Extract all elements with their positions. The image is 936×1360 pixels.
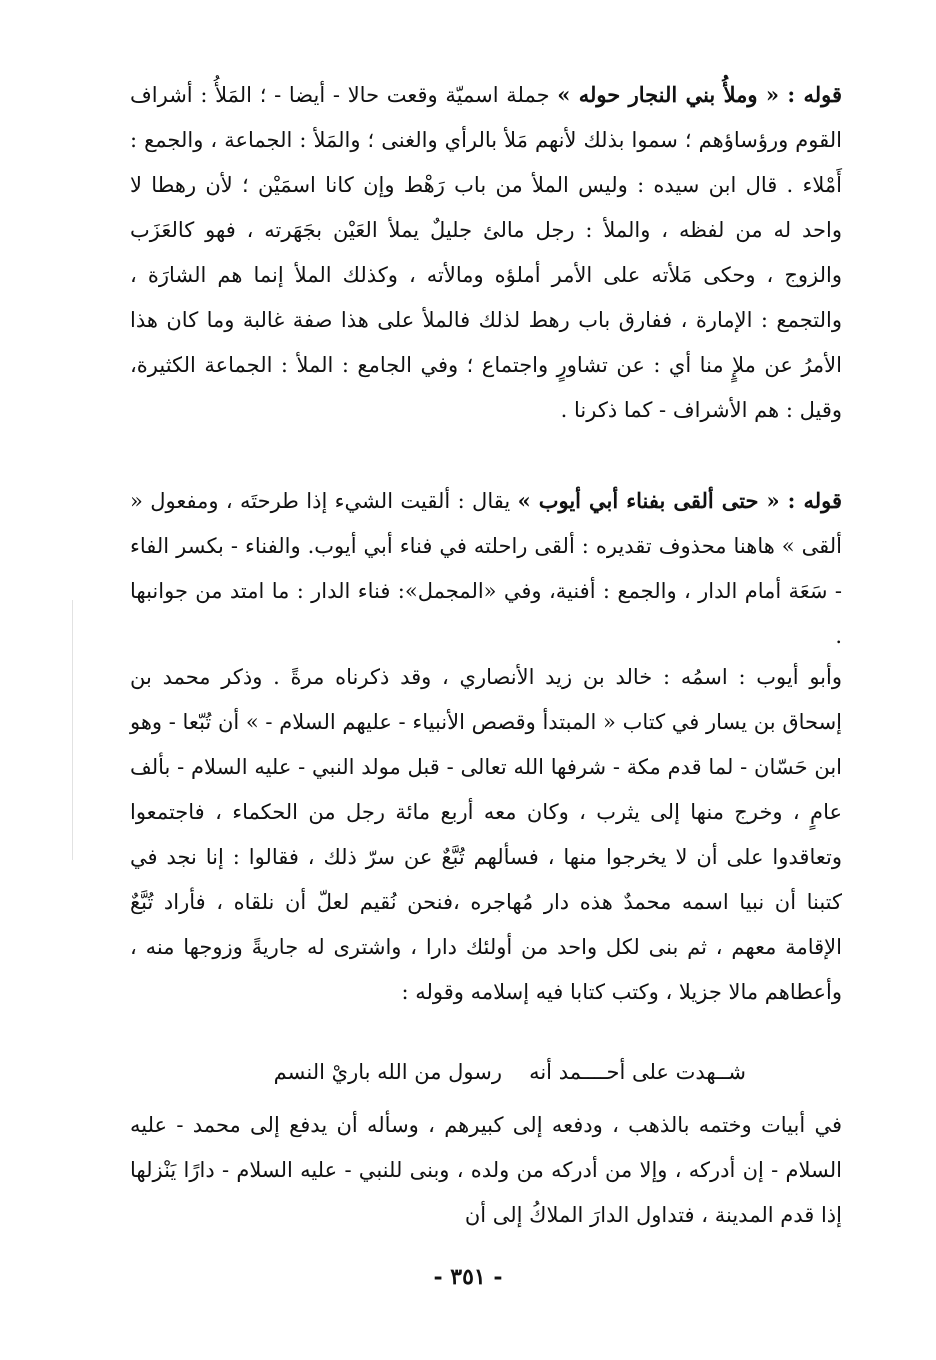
paragraph-text [130,478,842,659]
paragraph-text [130,655,842,1015]
margin-rule [72,600,73,860]
page-number: - ٣٥١ - [433,1264,503,1290]
paragraph-lead: قوله : « وملأُ بني النجار حوله » [557,82,842,107]
paragraph-body: وأبو أيوب : اسمُه : خالد بن زيد الأنصاري ، وقد ذكرناه مرةً . وذكر محمد بن إسحاق بن يسار في كتاب « المبتدأ وقصص الأنبياء - عليهم السلام - » أن تُبّعا - وهو ابن حَسّان - لما قدم مكة - شرفها الله تعالى - قبل مولد النبي - عليه السلام - بألف عامٍ ، وخرج منها إلى يثرب ، وكان معه أربع مائة رجل من الحكماء ، فاجتمعوا وتعاقدوا على أن لا يخرجوا منها ، فسألهم تُبَّعٌ عن سرّ ذلك ، فقالوا : إنا نجد في كتبنا أن نبيا اسمه محمدٌ هذه دار مُهاجره ،فنحن نُقيم لعلّ أن نلقاه ، فأراد تُبَّعٌ الإقامة معهم ، ثم بنى لكل واحد من أولئك دارا ، واشترى له جاريةً وزوجها منه ، وأعطاهم مالا جزيلا ، وكتب كتابا فيه إسلامه وقوله : [130,665,842,1004]
paragraph-body: جملة اسميّة وقعت حالا - أيضا - ؛ المَلأُ : أشراف القوم ورؤساؤهم ؛ سموا بذلك لأنهم مَلأ بالرأي والغنى ؛ والمَلأ : الجماعة ، والجمع : أَمْلاء . قال ابن سيده : وليس الملأ من باب رَهْط وإن كانا اسمَيْن ؛ لأن رهطا لا واحد له من لفظه ، والملأ : رجل مالئ جليلٌ يملأ العَيْن بجَهَرته ، فهو كالعَزَب والزوج ، وحكى مَلأته على الأمر أملؤه ومالأته ، وكذلك الملأ إنما هم الشارَة ، والتجمع : الإمارة ، ففارق باب رهط لذلك فالملأ على هذا صفة غالبة وما كان هذا الأمرُ عن ملإٍ منا أي : عن تشاورٍ واجتماع ؛ وفي الجامع : الملأ : الجماعة الكثيرة، وقيل : هم الأشراف - كما ذكرنا . [130,83,842,422]
verse-second-hemistich: رسول من الله باريْ النسم [273,1060,502,1084]
paragraph-fina [130,478,842,659]
paragraph-body: في أبيات وختمه بالذهب ، ودفعه إلى كبيرهم ، وسأله أن يدفع إلى محمد - عليه السلام - إن أدركه ، وإلا من أدركه من ولده ، وبنى للنبي - عليه السلام - دارًا يَنْزلها إذا قدم المدينة ، فتداول الدارَ الملاكُ إلى أن [130,1113,842,1227]
paragraph-mala [130,72,842,433]
poetry-verse [130,1052,842,1092]
paragraph-text [130,72,842,433]
paragraph-lead: قوله : « حتى ألقى بفناء أبي أيوب » [517,488,842,513]
paragraph-text [130,1103,842,1238]
paragraph-abu-ayyub [130,655,842,1015]
paragraph-body: يقال : ألقيت الشيء إذا طرحتَه ، ومفعول « ألقى » هاهنا محذوف تقديره : ألقى راحلته في فناء أبي أيوب. والفناء - بكسر الفاء - سَعَة أمام الدار ، والجمع : أفنية، وفي «المجمل»: فناء الدار : ما امتد من جوانبها . [130,489,842,648]
verse-first-hemistich: شــهدت على أحــــمد أنه [529,1060,746,1084]
paragraph-verses-continuation [130,1103,842,1238]
